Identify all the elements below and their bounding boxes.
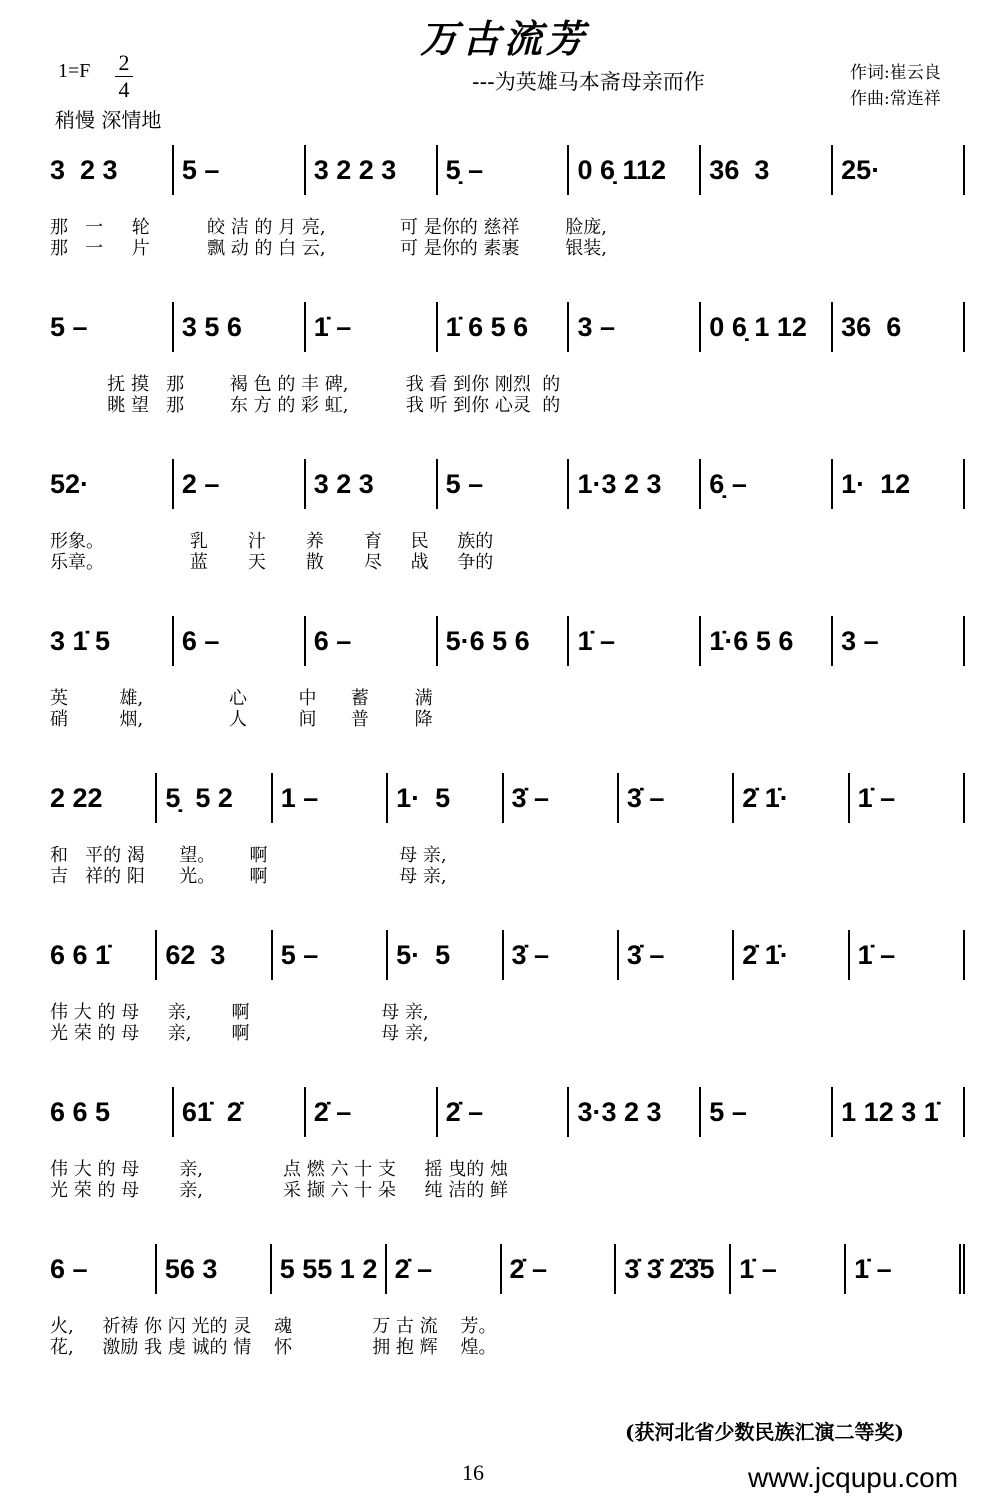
measure: 1·3 2 3 [567,459,699,509]
measure: 3 2 3 [50,155,118,185]
measure: 1̇ – [567,616,699,666]
measure: 1̇ – [729,1244,844,1294]
notation-line [45,1087,965,1137]
measure: 3 2 2 3 [304,145,436,195]
measure: 3̇ – [617,773,732,823]
award-note: (获河北省少数民族汇演二等奖) [625,1420,904,1444]
measure: 36 6 [831,302,965,352]
lyric-verse-2: 吉 祥的 阳 光。 啊 母 亲, [50,866,447,887]
music-system [45,302,965,416]
measure: 56 3 [155,1244,270,1294]
lyric-verse-1: 火, 祈祷 你 闪 光的 灵 魂 万 古 流 芳。 [50,1316,497,1337]
tempo-marking: 稍慢 深情地 [55,108,162,132]
measure: 2̇ – [385,1244,500,1294]
lyric-verse-1: 形象。 乳 汁 养 育 民 族的 [50,531,494,552]
measure: 6 – [50,1254,88,1284]
measure: 2̇ 1̇· [732,930,847,980]
measure: 36 3 [699,145,831,195]
measure: 6 – [304,616,436,666]
measure: 1̇ – [304,302,436,352]
measure: 2 22 [50,783,103,813]
lyric-verse-1: 和 平的 渴 望。 啊 母 亲, [50,845,447,866]
lyric-verse-2: 光 荣 的 母 亲, 啊 母 亲, [50,1023,429,1044]
measure: 6̣ – [699,459,831,509]
measure: 5 55 1 2 [270,1244,385,1294]
measure: 3̇ – [502,773,617,823]
measure: 52· [50,469,90,499]
lyric-verse-2: 硝 烟, 人 间 普 降 [50,709,433,730]
time-top: 2 [118,50,130,75]
measure: 1̇ 6 5 6 [436,302,568,352]
measure: 3 2 3 [304,459,436,509]
measure: 5 – [50,312,88,342]
notation-line [45,616,965,666]
measure: 62 3 [155,930,270,980]
lyric-verse-1: 伟 大 的 母 亲, 点 燃 六 十 支 摇 曳的 烛 [50,1159,508,1180]
music-system [45,930,965,1044]
subtitle: ---为英雄马本斋母亲而作 [472,70,705,94]
time-bottom: 4 [118,77,130,102]
measure: 0 6̣ 112 [567,145,699,195]
measure: 1̇ – [848,773,965,823]
song-title: 万古流芳 [419,16,588,61]
watermark: www.jcqupu.com [748,1462,959,1493]
measure: 61̇ 2̇ [172,1087,304,1137]
measure: 3 1̇ 5 [50,626,111,656]
measure: 5 – [271,930,386,980]
measure: 6 6 5 [50,1097,111,1127]
lyric-verse-2: 那 一 片 飘 动 的 白 云, 可 是你的 素裹 银装, [50,238,607,259]
measure: 2̇ – [500,1244,615,1294]
measure: 1 12 3 1̇ [831,1087,965,1137]
measure: 3̇ – [617,930,732,980]
measure: 1· 5 [386,773,501,823]
lyric-verse-1: 抚 摸 那 褐 色 的 丰 碑, 我 看 到你 刚烈 的 [50,374,561,395]
measure: 6 6 1̇ [50,940,111,970]
measure: 1̇ – [848,930,965,980]
music-system [45,773,965,887]
measure: 1̇·6 5 6 [699,616,831,666]
measure: 2 – [172,459,304,509]
measure: 5· 5 [386,930,501,980]
measure: 5̣ 5 2 [155,773,270,823]
measure: 1 – [271,773,386,823]
measure: 3·3 2 3 [567,1087,699,1137]
measure: 0 6̣ 1 12 [699,302,831,352]
notation-line [45,459,965,509]
measure: 3 5 6 [172,302,304,352]
lyric-verse-2: 花, 激励 我 虔 诚的 情 怀 拥 抱 辉 煌。 [50,1337,497,1358]
lyric-verse-2: 乐章。 蓝 天 散 尽 战 争的 [50,552,494,573]
notation-line [45,145,965,195]
measure: 3 – [567,302,699,352]
measure: 2̇ 1̇· [732,773,847,823]
measure: 1· 12 [831,459,965,509]
page-number: 16 [462,1460,484,1485]
measure: 5 – [699,1087,831,1137]
measure: 5 – [172,145,304,195]
notation-line [45,773,965,823]
measure: 6 – [172,616,304,666]
measure: 3̇ 3̇ 2̇3̇5 [614,1244,729,1294]
measure: 2̇ – [304,1087,436,1137]
measure: 5·6 5 6 [436,616,568,666]
measure: 2̇ – [436,1087,568,1137]
lyricist-credit: 作词:崔云良 [850,63,941,83]
lyric-verse-2: 光 荣 的 母 亲, 采 撷 六 十 朵 纯 洁的 鲜 [50,1180,508,1201]
music-system [45,1087,965,1201]
lyric-verse-1: 那 一 轮 皎 洁 的 月 亮, 可 是你的 慈祥 脸庞, [50,217,607,238]
measure: 25· [831,145,965,195]
measure: 5 – [436,459,568,509]
music-system [45,145,965,259]
measure: 3̇ – [502,930,617,980]
music-system [45,459,965,573]
lyric-verse-1: 伟 大 的 母 亲, 啊 母 亲, [50,1002,429,1023]
notation-line [45,302,965,352]
time-signature [115,50,133,103]
notation-line [45,1244,965,1294]
lyric-verse-2: 眺 望 那 东 方 的 彩 虹, 我 听 到你 心灵 的 [50,395,561,416]
measure: 1̇ – [844,1244,965,1294]
measure: 3 – [831,616,965,666]
measure: 5̣ – [436,145,568,195]
lyric-verse-1: 英 雄, 心 中 蓄 满 [50,688,433,709]
key-signature: 1=F [58,60,91,82]
music-system [45,616,965,730]
notation-line [45,930,965,980]
music-system [45,1244,965,1358]
composer-credit: 作曲:常连祥 [850,89,941,109]
